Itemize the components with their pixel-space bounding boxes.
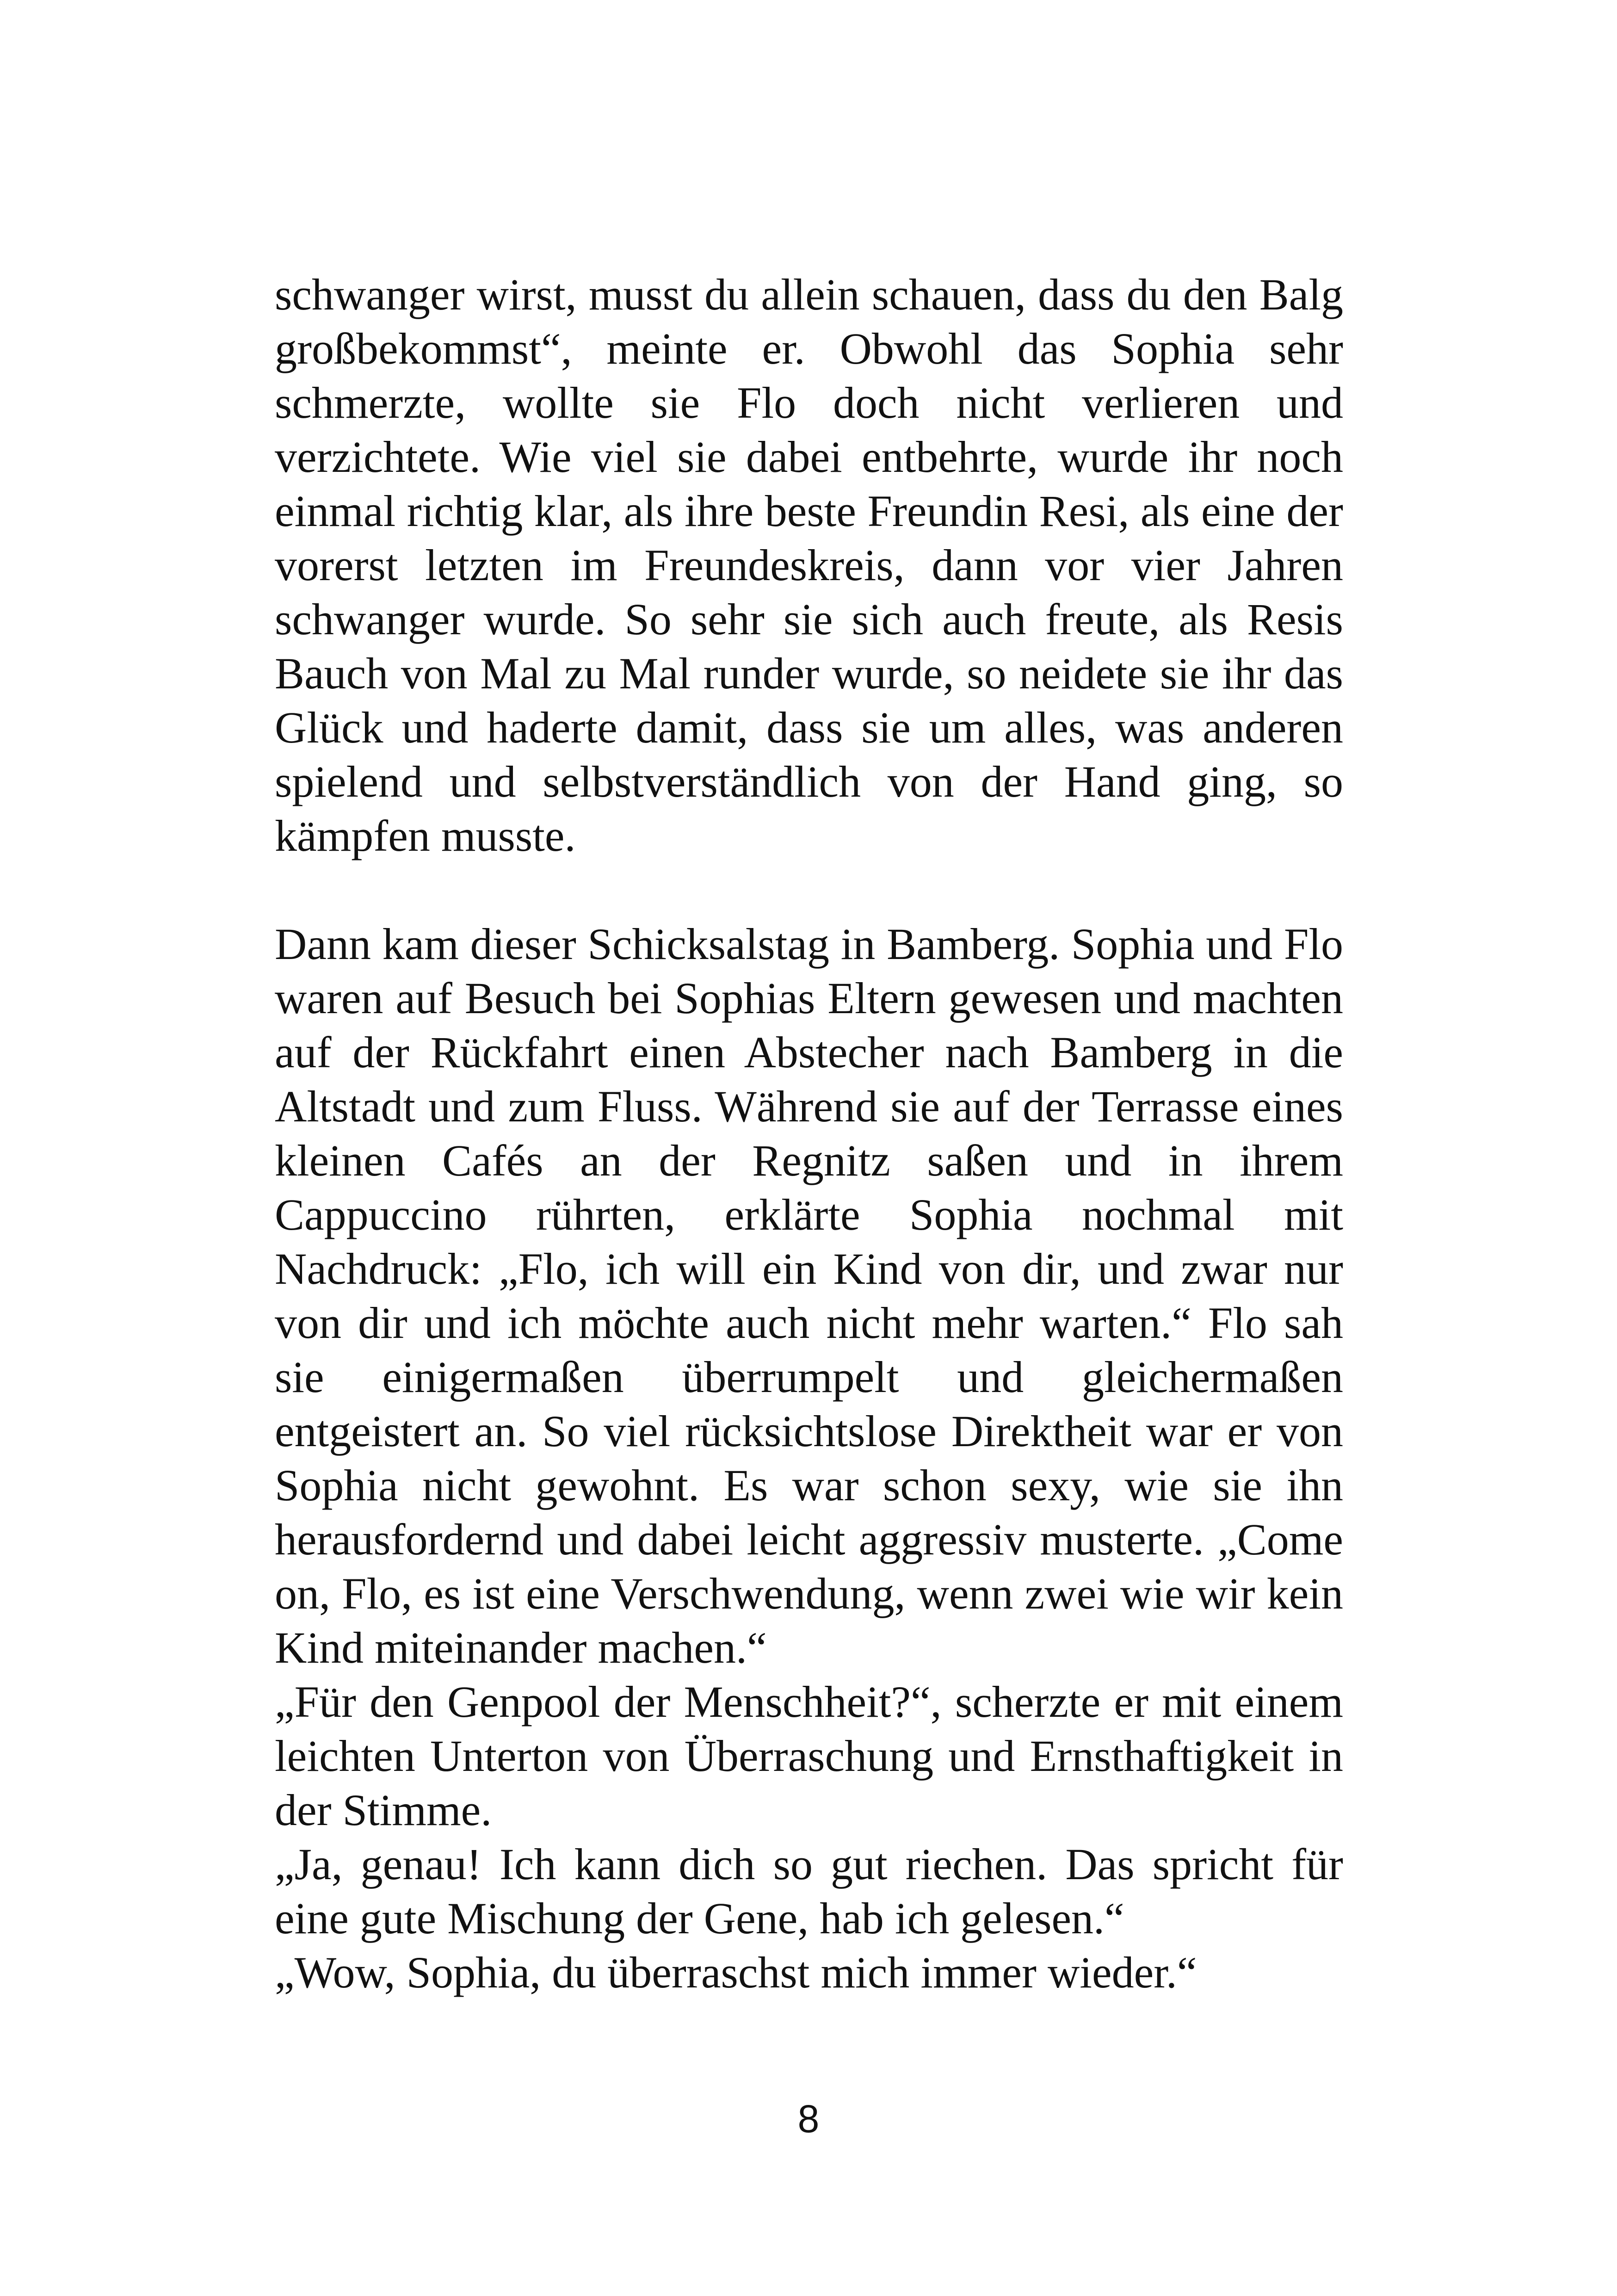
paragraph-1: schwanger wirst, musst du allein schauen, dass du den Balg großbekommst“, meinte er. Obwohl das Sophia sehr schmerzte, wollte sie Flo doch nicht verlieren und verzichtete. Wie viel sie dabei entbehrte, wurde ihr noch einmal richtig klar, als ihre beste Freundin Resi, als eine der vorerst letzten im Freundeskreis, dann vor vier Jahren schwanger wurde. So sehr sie sich auch freute, als Resis Bauch von Mal zu Mal runder wurde, so neidete sie ihr das Glück und haderte damit, dass sie um alles, was anderen spielend und selbstverständlich von der Hand ging, so kämpfen musste.: [275, 270, 1343, 860]
paragraph-2: Dann kam dieser Schicksalstag in Bamberg. Sophia und Flo waren auf Besuch bei Sophias Eltern gewesen und machten auf der Rückfahrt einen Abstecher nach Bamberg in die Altstadt und zum Fluss. Während sie auf der Terrasse eines kleinen Cafés an der Regnitz saßen und in ihrem Cappuccino rührten, erklärte Sophia nochmal mit Nachdruck: „Flo, ich will ein Kind von dir, und zwar nur von dir und ich möchte auch nicht mehr warten.“ Flo sah sie einigermaßen überrumpelt und gleichermaßen entgeistert an. So viel rücksichtslose Direktheit war er von Sophia nicht gewohnt. Es war schon sexy, wie sie ihn herausfordernd und dabei leicht aggressiv musterte. „Come on, Flo, es ist eine Verschwendung, wenn zwei wie wir kein Kind miteinander machen.“: [275, 919, 1343, 1672]
paragraph-4: „Ja, genau! Ich kann dich so gut riechen. Das spricht für eine gute Mischung der Gene, hab ich gelesen.“: [275, 1839, 1343, 1943]
page-number: 8: [797, 2097, 820, 2141]
body-text: [275, 267, 1343, 1999]
paragraph-3: „Für den Genpool der Menschheit?“, scherzte er mit einem leichten Unterton von Überraschung und Ernsthaftigkeit in der Stimme.: [275, 1677, 1343, 1835]
paragraph-5: „Wow, Sophia, du überraschst mich immer wieder.“: [275, 1948, 1197, 1997]
